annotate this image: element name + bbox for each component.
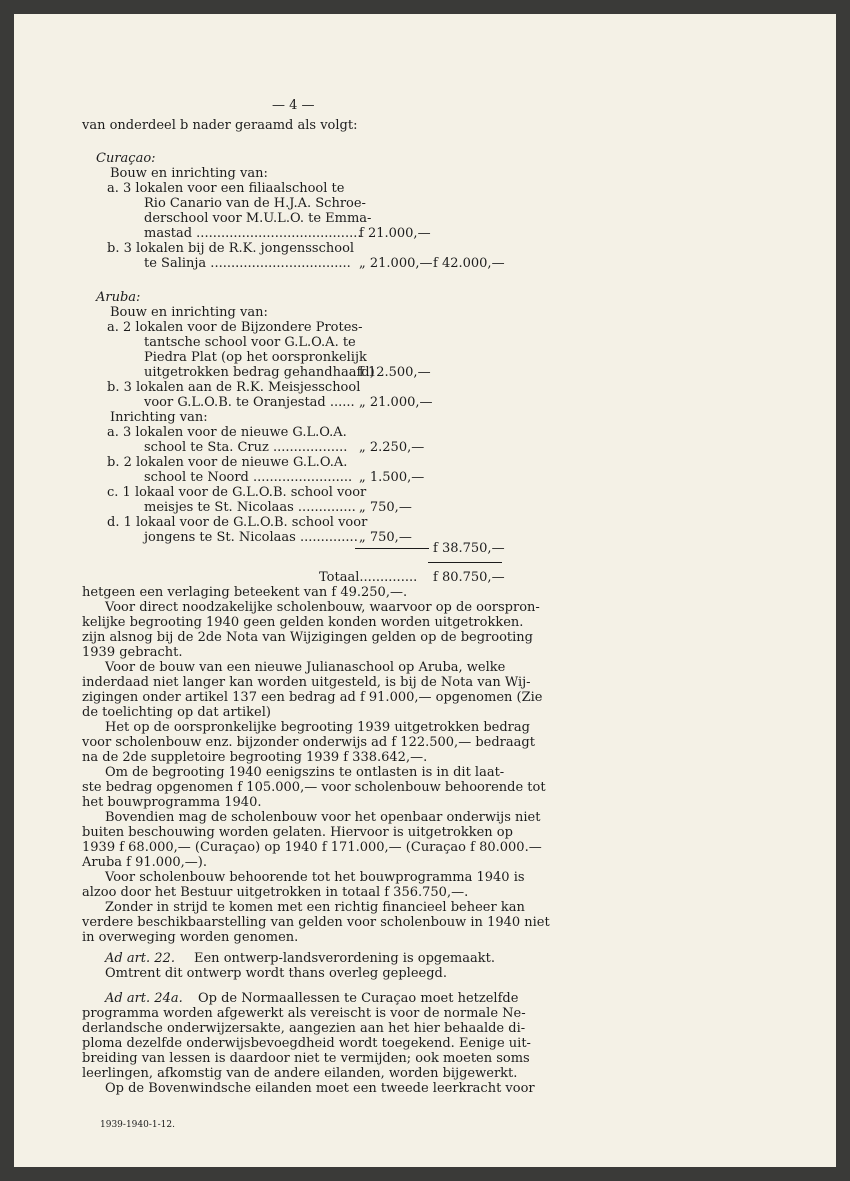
curacao-item-a-line3: derschool voor M.U.L.O. te Emma- <box>144 211 372 226</box>
body-line: Voor de bouw van een nieuwe Julianaschool op Aruba, welke <box>105 660 506 675</box>
intro-line: van onderdeel b nader geraamd als volgt: <box>82 118 358 133</box>
body-line: de toelichting op dat artikel) <box>82 705 271 720</box>
body-line: alzoo door het Bestuur uitgetrokken in totaal f 356.750,—. <box>82 885 469 900</box>
body-line: verdere beschikbaarstelling van gelden voor scholenbouw in 1940 niet <box>82 915 550 930</box>
aruba-inr-a-line1: a. 3 lokalen voor de nieuwe G.L.O.A. <box>107 425 347 440</box>
aruba-item-a-line1: a. 2 lokalen voor de Bijzondere Protes- <box>107 320 363 335</box>
aruba-item-a-amount: f 12.500,— <box>359 365 431 380</box>
body-line: Zonder in strijd te komen met een richtig financieel beheer kan <box>105 900 525 915</box>
body-line: 1939 f 68.000,— (Curaçao) op 1940 f 171.000,— (Curaçao f 80.000.— <box>82 840 542 855</box>
aruba-total: f 38.750,— <box>433 541 505 556</box>
body-line: hetgeen een verlaging beteekent van f 49.250,—. <box>82 585 408 600</box>
curacao-item-b-line2: te Salinja .................................. <box>144 256 351 271</box>
body-line: Voor scholenbouw behoorende tot het bouwprogramma 1940 is <box>105 870 525 885</box>
totaal-label: Totaal.............. <box>319 570 418 585</box>
art24a-line: Op de Bovenwindsche eilanden moet een tweede leerkracht voor <box>105 1081 535 1096</box>
body-line: zijn alsnog bij de 2de Nota van Wijzigingen gelden op de begrooting <box>82 630 533 645</box>
curacao-item-a-line1: a. 3 lokalen voor een filiaalschool te <box>107 181 345 196</box>
body-line: kelijke begrooting 1940 geen gelden konden worden uitgetrokken. <box>82 615 524 630</box>
aruba-inr-c-line1: c. 1 lokaal voor de G.L.O.B. school voor <box>107 485 367 500</box>
art24a-label: Ad art. 24a. <box>105 991 183 1006</box>
aruba-subheading: Bouw en inrichting van: <box>110 305 268 320</box>
aruba-heading: Aruba: <box>96 290 141 305</box>
curacao-item-a-amount: f 21.000,— <box>359 226 431 241</box>
aruba-inr-c-amount: „ 750,— <box>359 500 412 515</box>
body-line: ste bedrag opgenomen f 105.000,— voor scholenbouw behoorende tot <box>82 780 546 795</box>
body-line: na de 2de suppletoire begrooting 1939 f 338.642,—. <box>82 750 428 765</box>
body-line: zigingen onder artikel 137 een bedrag ad f 91.000,— opgenomen (Zie <box>82 690 543 705</box>
aruba-item-b-amount: „ 21.000,— <box>359 395 433 410</box>
body-line: Aruba f 91.000,—). <box>82 855 207 870</box>
body-line: Om de begrooting 1940 eenigszins te ontlasten is in dit laat- <box>105 765 505 780</box>
aruba-item-a-line4: uitgetrokken bedrag gehandhaafd) <box>144 365 375 380</box>
totaal-amount: f 80.750,— <box>433 570 505 585</box>
subtotal-rule <box>355 548 429 549</box>
page-number: — 4 — <box>272 98 315 113</box>
curacao-item-a-line4: mastad ........................................ <box>144 226 362 241</box>
body-line: Bovendien mag de scholenbouw voor het openbaar onderwijs niet <box>105 810 541 825</box>
body-line: 1939 gebracht. <box>82 645 183 660</box>
art24a-line: ploma dezelfde onderwijsbevoegdheid wordt toegekend. Eenige uit- <box>82 1036 531 1051</box>
art22-label: Ad art. 22. <box>105 951 175 966</box>
curacao-heading: Curaçao: <box>96 151 156 166</box>
art22-line2: Omtrent dit ontwerp wordt thans overleg gepleegd. <box>105 966 448 981</box>
footer-code: 1939-1940-1-12. <box>100 1120 175 1130</box>
aruba-item-a-line3: Piedra Plat (op het oorspronkelijk <box>144 350 367 365</box>
curacao-subheading: Bouw en inrichting van: <box>110 166 268 181</box>
art24a-line: derlandsche onderwijzersakte, aangezien aan het hier behaalde di- <box>82 1021 526 1036</box>
aruba-inr-a-amount: „ 2.250,— <box>359 440 425 455</box>
aruba-item-a-line2: tantsche school voor G.L.O.A. te <box>144 335 356 350</box>
art24a-line: programma worden afgewerkt als vereischt is voor de normale Ne- <box>82 1006 526 1021</box>
body-line: Het op de oorspronkelijke begrooting 1939 uitgetrokken bedrag <box>105 720 530 735</box>
aruba-item-b-line1: b. 3 lokalen aan de R.K. Meisjesschool <box>107 380 361 395</box>
art24a-line1: Op de Normaallessen te Curaçao moet hetzelfde <box>198 991 519 1006</box>
body-line: Voor direct noodzakelijke scholenbouw, waarvoor op de oorspron- <box>105 600 540 615</box>
art24a-line: leerlingen, afkomstig van de andere eilanden, worden bijgewerkt. <box>82 1066 518 1081</box>
aruba-inr-b-line1: b. 2 lokalen voor de nieuwe G.L.O.A. <box>107 455 348 470</box>
aruba-inr-c-line2: meisjes te St. Nicolaas .............. <box>144 500 356 515</box>
aruba-inr-d-line2: jongens te St. Nicolaas .............. <box>144 530 358 545</box>
curacao-item-b-amount: „ 21.000,— <box>359 256 433 271</box>
aruba-inr-a-line2: school te Sta. Cruz .................. <box>144 440 348 455</box>
aruba-item-b-line2: voor G.L.O.B. te Oranjestad ...... <box>144 395 355 410</box>
aruba-inr-d-line1: d. 1 lokaal voor de G.L.O.B. school voor <box>107 515 368 530</box>
art24a-line: breiding van lessen is daardoor niet te vermijden; ook moeten soms <box>82 1051 530 1066</box>
curacao-item-b-line1: b. 3 lokalen bij de R.K. jongensschool <box>107 241 355 256</box>
total-rule <box>428 562 502 563</box>
body-line: buiten beschouwing worden gelaten. Hiervoor is uitgetrokken op <box>82 825 513 840</box>
art22-line1: Een ontwerp-landsverordening is opgemaakt. <box>194 951 495 966</box>
aruba-subheading-2: Inrichting van: <box>110 410 208 425</box>
curacao-item-a-line2: Rio Canario van de H.J.A. Schroe- <box>144 196 366 211</box>
body-line: in overweging worden genomen. <box>82 930 299 945</box>
body-line: inderdaad niet langer kan worden uitgesteld, is bij de Nota van Wij- <box>82 675 531 690</box>
aruba-inr-b-amount: „ 1.500,— <box>359 470 425 485</box>
aruba-inr-b-line2: school te Noord ........................ <box>144 470 353 485</box>
document-page <box>14 14 836 1167</box>
body-line: het bouwprogramma 1940. <box>82 795 262 810</box>
curacao-total: f 42.000,— <box>433 256 505 271</box>
aruba-inr-d-amount: „ 750,— <box>359 530 412 545</box>
body-line: voor scholenbouw enz. bijzonder onderwijs ad f 122.500,— bedraagt <box>82 735 535 750</box>
